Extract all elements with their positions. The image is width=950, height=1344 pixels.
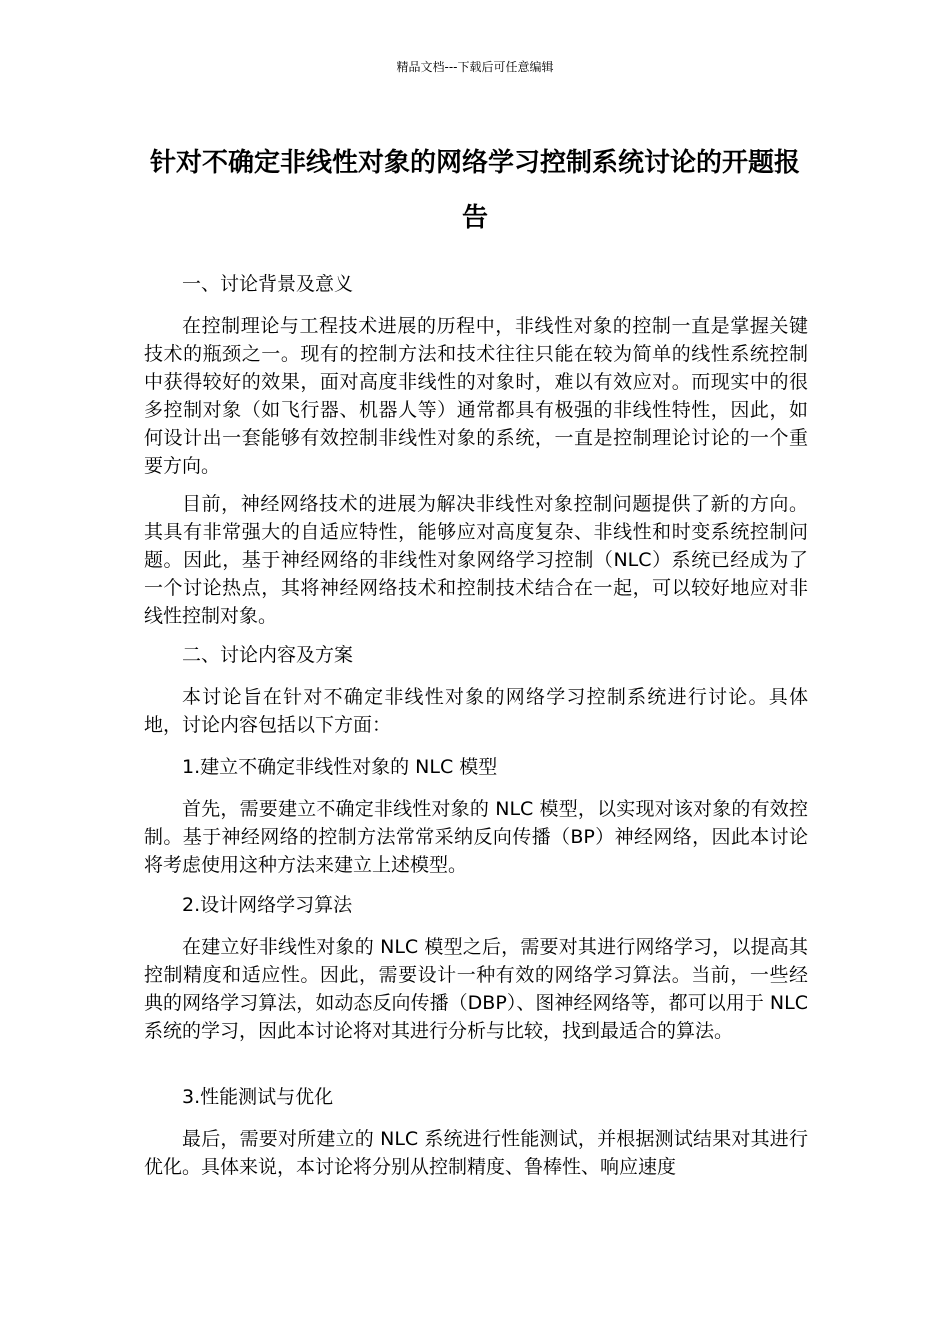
section-heading-background: 一、讨论背景及意义 — [182, 273, 354, 295]
paragraph-background-1: 在控制理论与工程技术进展的历程中，非线性对象的控制一直是掌握关键技术的瓶颈之一。现有的控制方法和技术往往只能在较为简单的线性系统控制中获得较好的效果，面对高度非线性的对象时，难以有效应对。而现实中的很多控制对象（如飞行器、机器人等）通常都具有极强的非线性特性，因此，如何设计出一套能够有效控制非线性对象的系统，一直是控制理论讨论的一个重要方向。 — [144, 315, 808, 477]
paragraph-nlc-model: 首先，需要建立不确定非线性对象的 NLC 模型，以实现对该对象的有效控制。基于神经网络的控制方法常常采纳反向传播（BP）神经网络，因此本讨论将考虑使用这种方法来建立上述模型。 — [144, 798, 808, 876]
subheading-performance-test: 3.性能测试与优化 — [182, 1086, 334, 1108]
paragraph-performance-test: 最后，需要对所建立的 NLC 系统进行性能测试，并根据测试结果对其进行优化。具体来说，本讨论将分别从控制精度、鲁棒性、响应速度 — [144, 1128, 808, 1178]
paragraph-learning-algorithm: 在建立好非线性对象的 NLC 模型之后，需要对其进行网络学习，以提高其控制精度和适应性。因此，需要设计一种有效的网络学习算法。当前，一些经典的网络学习算法，如动态反向传播（DBP）、图神经网络等，都可以用于 NLC 系统的学习，因此本讨论将对其进行分析与比较，找到最适合的算法。 — [144, 936, 808, 1042]
subheading-learning-algorithm: 2.设计网络学习算法 — [182, 894, 353, 916]
subheading-nlc-model: 1.建立不确定非线性对象的 NLC 模型 — [182, 756, 498, 778]
paragraph-background-2: 目前，神经网络技术的进展为解决非线性对象控制问题提供了新的方向。其具有非常强大的自适应特性，能够应对高度复杂、非线性和时变系统控制问题。因此，基于神经网络的非线性对象网络学习控制（NLC）系统已经成为了一个讨论热点，其将神经网络技术和控制技术结合在一起，可以较好地应对非线性控制对象。 — [144, 493, 808, 627]
section-heading-content: 二、讨论内容及方案 — [182, 644, 354, 666]
document-title: 针对不确定非线性对象的网络学习控制系统讨论的开题报告 — [149, 148, 800, 233]
paragraph-content-intro: 本讨论旨在针对不确定非线性对象的网络学习控制系统进行讨论。具体地，讨论内容包括以下方面： — [144, 686, 808, 736]
header-note: 精品文档---下载后可任意编辑 — [396, 60, 554, 74]
